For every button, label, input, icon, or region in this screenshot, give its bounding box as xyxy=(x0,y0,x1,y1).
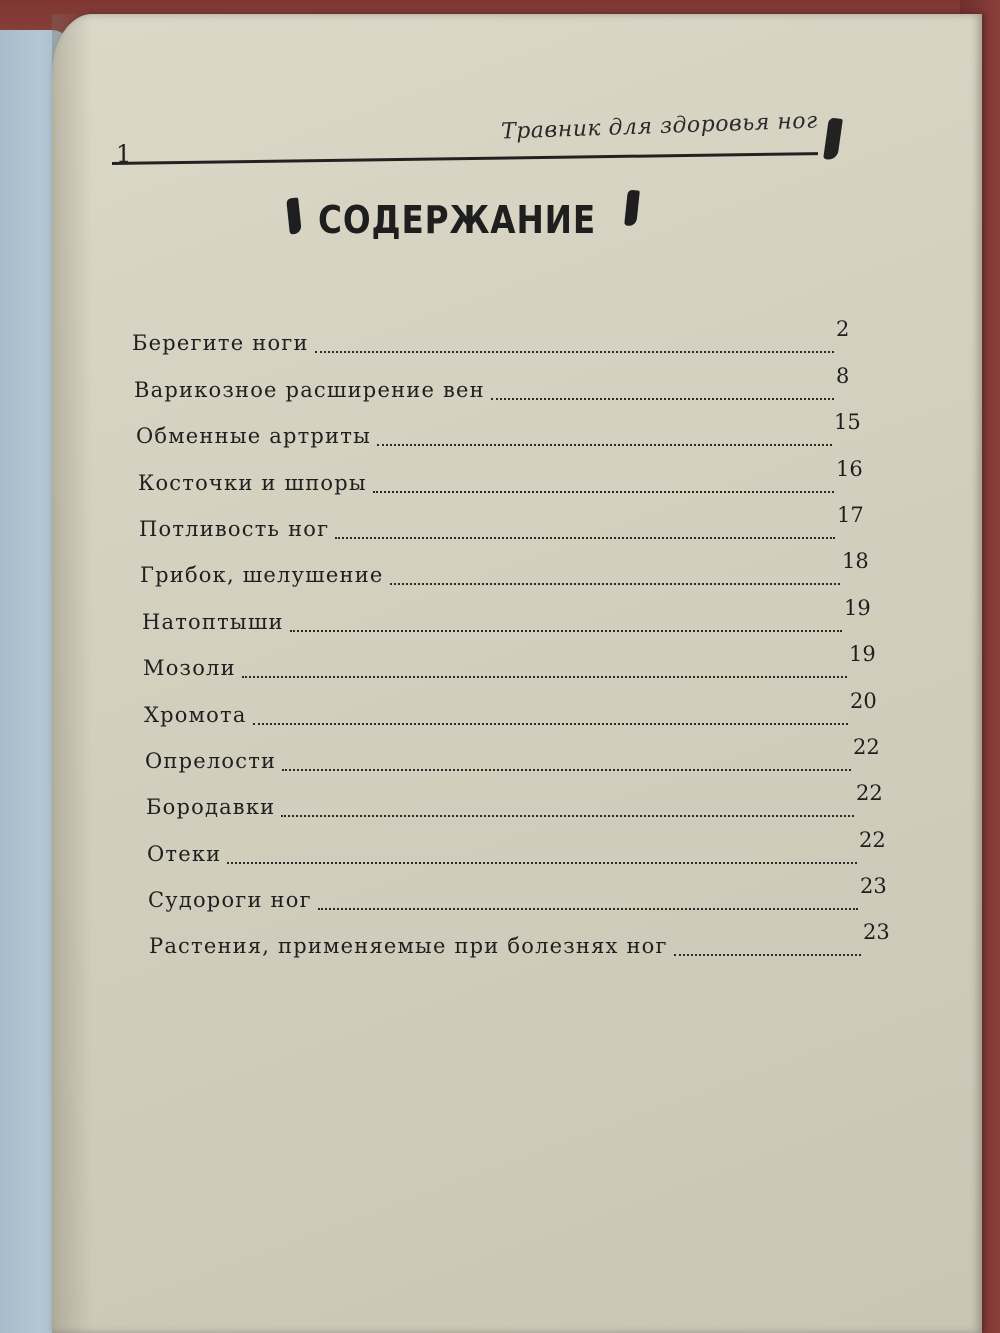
toc-entry-page: 18 xyxy=(842,549,869,574)
toc-entry-title: Опрелости xyxy=(145,748,277,773)
toc-entry-title: Грибок, шелушение xyxy=(140,563,384,588)
toc-entry-page: 17 xyxy=(837,502,864,527)
toc-entry-page: 22 xyxy=(853,734,880,759)
toc-dot-leader xyxy=(377,444,832,446)
toc-entry xyxy=(149,918,909,964)
toc-entry xyxy=(140,547,900,593)
toc-entry xyxy=(136,408,896,454)
toc-entry xyxy=(139,501,899,547)
toc-dot-leader xyxy=(242,676,847,678)
heading-block xyxy=(282,186,662,256)
toc-entry xyxy=(148,872,908,918)
toc-dot-leader xyxy=(290,630,842,632)
heading-bracket-right-ornament xyxy=(624,189,640,226)
toc-entry-page: 22 xyxy=(856,781,883,806)
toc-entry xyxy=(138,454,898,500)
toc-entry xyxy=(147,825,907,871)
toc-dot-leader xyxy=(491,398,834,400)
toc-entry-page: 2 xyxy=(836,317,850,342)
toc-entry xyxy=(144,686,904,732)
toc-entry-page: 20 xyxy=(850,688,877,713)
toc-entry-title: Обменные артриты xyxy=(136,424,371,449)
toc-entry-title: Варикозное расширение вен xyxy=(134,377,485,402)
toc-entry-page: 23 xyxy=(863,920,890,945)
header-rule xyxy=(112,152,818,165)
toc-entry-page: 16 xyxy=(836,456,863,481)
toc-dot-leader xyxy=(373,491,834,493)
toc-entry-page: 19 xyxy=(849,642,876,667)
toc-dot-leader xyxy=(281,815,854,817)
toc-entry-title: Хромота xyxy=(144,702,247,727)
page-heading: СОДЕРЖАНИЕ xyxy=(318,198,597,242)
toc-dot-leader xyxy=(674,954,861,956)
toc-entry xyxy=(145,733,905,779)
toc-dot-leader xyxy=(227,862,857,864)
running-head xyxy=(112,108,822,170)
toc-entry-page: 8 xyxy=(836,363,850,388)
toc-entry xyxy=(143,640,903,686)
toc-entry-title: Растения, применяемые при болезнях ног xyxy=(149,934,668,959)
heading-bracket-left-ornament xyxy=(286,197,302,234)
page-number: 1 xyxy=(116,140,132,168)
toc-entry xyxy=(132,315,892,361)
toc-dot-leader xyxy=(390,583,840,585)
toc-entry-title: Косточки и шпоры xyxy=(138,470,367,495)
toc-entry-title: Отеки xyxy=(147,841,222,866)
toc-entry-page: 15 xyxy=(834,410,861,435)
table-of-contents xyxy=(132,315,892,964)
book-title: Травник для здоровья ног xyxy=(500,108,819,145)
toc-dot-leader xyxy=(335,537,835,539)
toc-entry xyxy=(134,361,894,407)
toc-dot-leader xyxy=(253,723,848,725)
toc-entry-title: Мозоли xyxy=(143,656,236,681)
toc-dot-leader xyxy=(318,908,858,910)
toc-entry-title: Судороги ног xyxy=(148,888,312,913)
toc-entry-page: 19 xyxy=(844,595,871,620)
toc-dot-leader xyxy=(282,769,851,771)
toc-dot-leader xyxy=(315,351,834,353)
toc-entry-title: Натоптыши xyxy=(142,609,284,634)
toc-entry-title: Берегите ноги xyxy=(132,331,309,356)
toc-entry-title: Потливость ног xyxy=(139,516,330,541)
toc-entry xyxy=(146,779,906,825)
toc-entry-title: Бородавки xyxy=(146,795,276,820)
toc-entry-page: 23 xyxy=(860,874,887,899)
toc-entry-page: 22 xyxy=(859,827,886,852)
page-gutter-shadow xyxy=(52,14,92,1333)
toc-entry xyxy=(142,593,902,639)
